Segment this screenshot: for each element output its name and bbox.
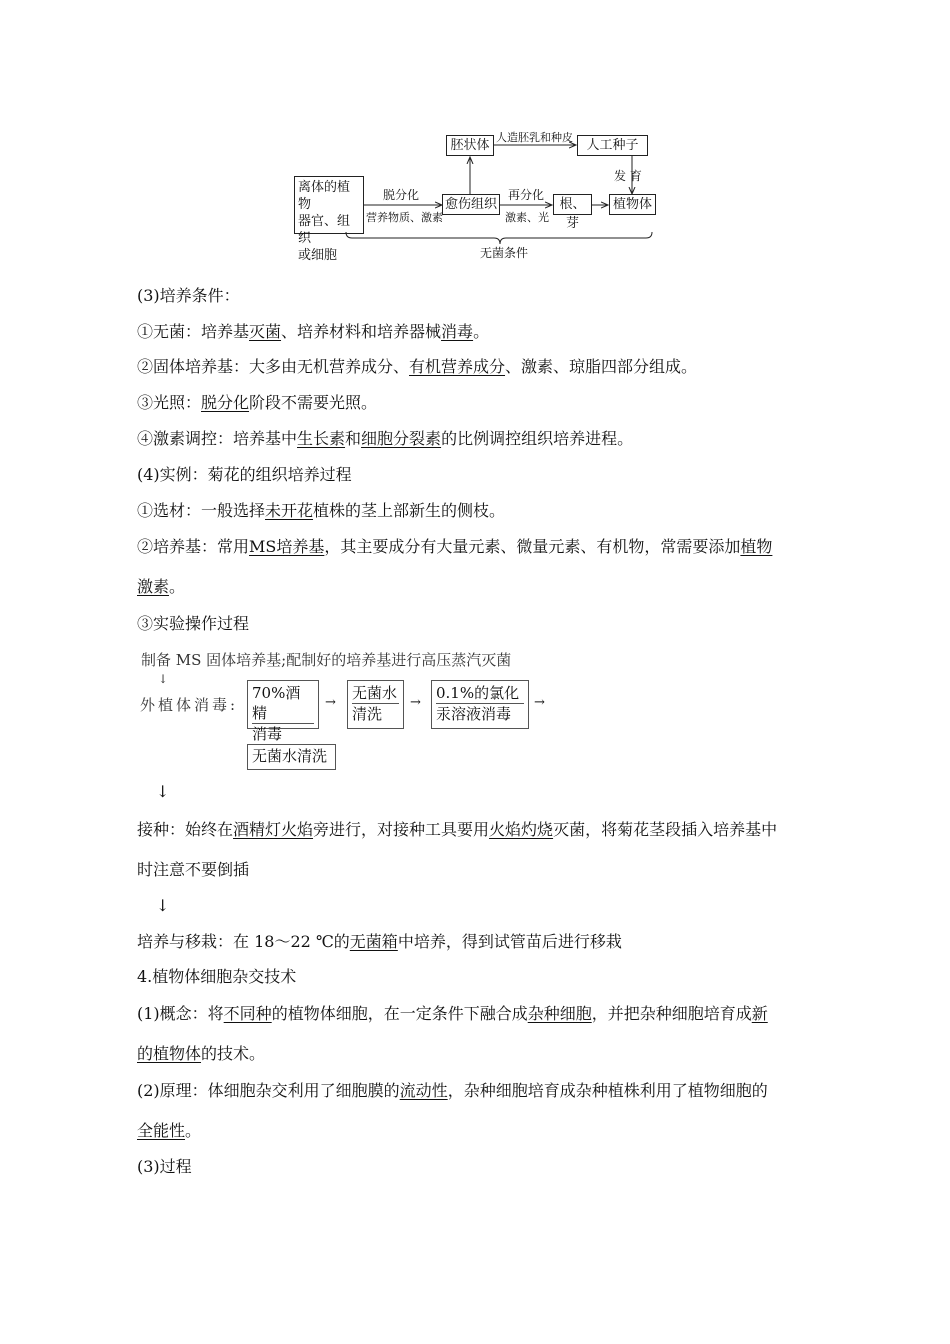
step-final-rinse: 无菌水清洗 [247,744,336,770]
example-medium-cont: 激素。 [137,577,186,596]
down-arrow-2: ↓ [156,896,170,915]
condition-hormone: ④激素调控：培养基中生长素和细胞分裂素的比例调控组织培养进程。 [137,429,634,448]
condition-solid-medium: ②固体培养基：大多由无机营养成分、有机营养成分、激素、琼脂四部分组成。 [137,357,698,376]
root-shoot-box: 根、芽 [553,194,592,215]
process-heading: (3)过程 [137,1157,192,1176]
inoculate-line-1: 接种：始终在酒精灯火焰旁进行，对接种工具要用火焰灼烧灭菌，将菊花茎段插入培养基中 [137,820,778,839]
concept-line-1: (1)概念：将不同种的植物体细胞，在一定条件下融合成杂种细胞，并把杂种细胞培育成新 [137,1004,768,1023]
step-alcohol: 70%酒精 消毒 [247,680,319,729]
coat-label: 人造胚乳和种皮 [496,131,573,144]
brace [346,232,652,244]
brace-label: 无菌条件 [480,246,529,260]
small-down-arrow: ↓ [158,672,169,686]
dediff-bottom-label: 营养物质、激素 [366,211,443,224]
embryoid-box: 胚状体 [446,135,494,156]
step-mercury: 0.1%的氯化 汞溶液消毒 [431,680,529,729]
step-rinse: 无菌水 清洗 [347,680,404,729]
conditions-heading: (3)培养条件： [137,286,240,305]
develop-label: 发 育 [614,169,642,183]
condition-light: ③光照：脱分化阶段不需要光照。 [137,393,378,412]
example-material: ①选材：一般选择未开花植株的茎上部新生的侧枝。 [137,501,506,520]
callus-box: 愈伤组织 [442,194,500,215]
arrow-3: → [534,695,545,710]
source-box: 离体的植物 器官、组织 或细胞 [294,176,364,234]
rediff-top-label: 再分化 [508,188,545,202]
condition-sterile: ①无菌：培养基灭菌、培养材料和培养器械消毒。 [137,322,490,341]
prepare-medium: 制备 MS 固体培养基;配制好的培养基进行高压蒸汽灭菌 [141,651,512,669]
culture-transplant: 培养与移栽：在 18～22 ℃的无菌箱中培养，得到试管苗后进行移栽 [137,932,622,951]
principle-line-1: (2)原理：体细胞杂交利用了细胞膜的流动性，杂种细胞培育成杂种植株利用了植物细胞的 [137,1081,768,1100]
arrow-1: → [325,695,336,710]
example-medium: ②培养基：常用MS培养基，其主要成分有大量元素、微量元素、有机物，常需要添加植物 [137,537,773,556]
arrow-2: → [410,695,421,710]
example-procedure-heading: ③实验操作过程 [137,614,250,633]
example-heading: (4)实例：菊花的组织培养过程 [137,465,352,484]
dediff-top-label: 脱分化 [383,188,420,202]
concept-line-2: 的植物体的技术。 [137,1044,266,1063]
disinfect-label: 外植体消毒: [140,696,239,714]
plant-box: 植物体 [609,194,656,215]
inoculate-line-2: 时注意不要倒插 [137,860,250,879]
seed-box: 人工种子 [577,135,648,156]
section4-heading: 4.植物体细胞杂交技术 [137,967,297,986]
rediff-bottom-label: 激素、光 [505,211,549,224]
down-arrow-1: ↓ [156,782,170,801]
principle-line-2: 全能性。 [137,1121,202,1140]
